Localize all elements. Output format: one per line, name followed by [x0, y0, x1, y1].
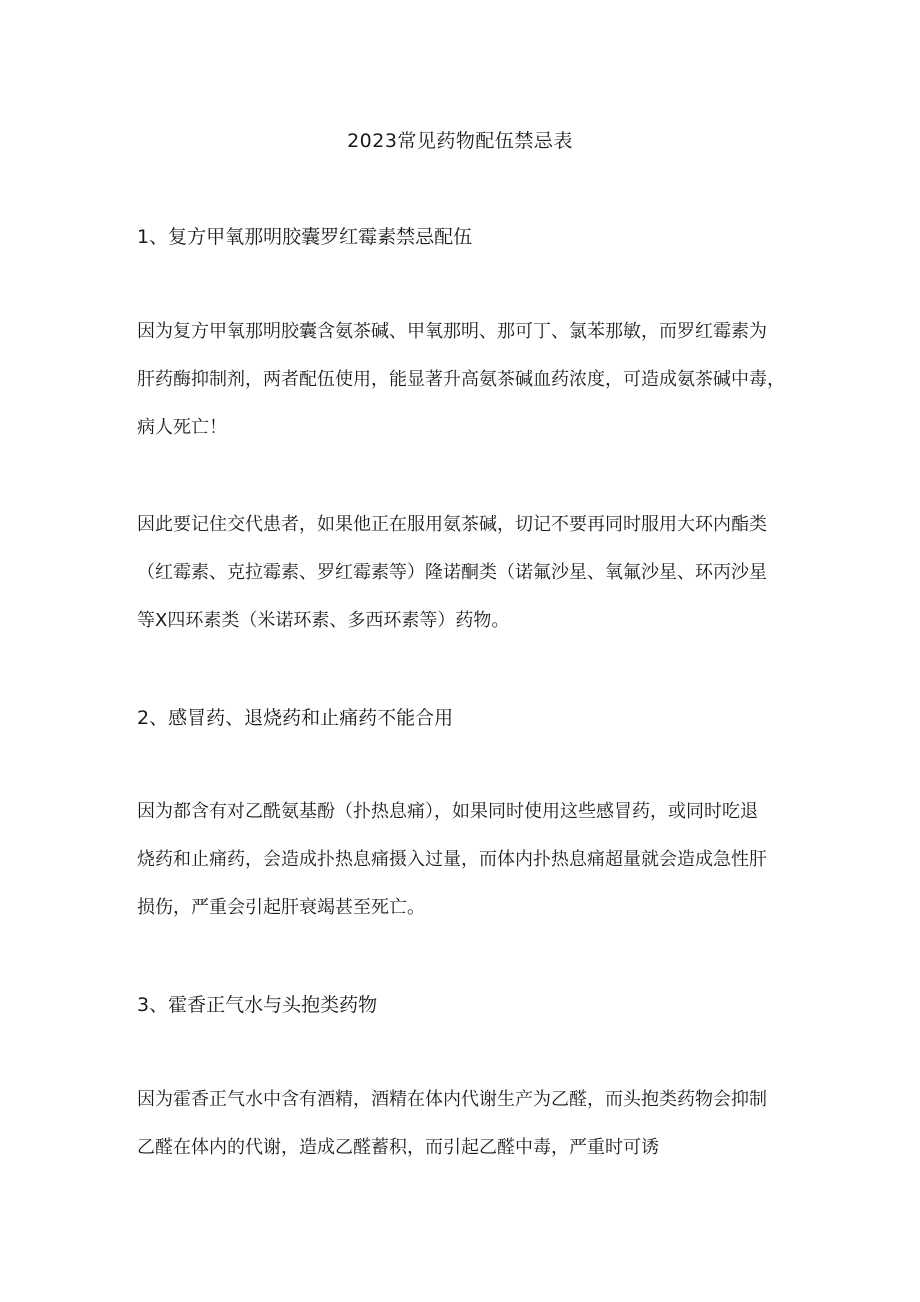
paragraph-line: 因为霍香正气水中含有酒精，酒精在体内代谢生产为乙醛，而头抱类药物会抑制: [137, 1089, 767, 1110]
paragraph-line: 因此要记住交代患者，如果他正在服用氨茶碱，切记不要再同时服用大环内酯类: [137, 514, 767, 535]
paragraph-line: 等X四环素类（米诺环素、多西环素等）药物。: [137, 610, 510, 631]
section-3-heading: 3、霍香正气水与头抱类药物: [137, 994, 378, 1016]
paragraph-line: 因为都含有对乙酰氨基酚（扑热息痛），如果同时使用这些感冒药，或同时吃退: [137, 801, 758, 822]
section-3-paragraph-1: [137, 1076, 797, 1172]
section-1-heading: 1、复方甲氧那明胶囊罗红霉素禁忌配伍: [137, 226, 473, 248]
paragraph-line: 病人死亡！: [137, 417, 227, 438]
section-1-paragraph-2: [137, 501, 797, 645]
section-1-paragraph-1: [137, 308, 797, 452]
section-2-paragraph-1: [137, 788, 797, 932]
paragraph-line: 损伤，严重会引起肝衰竭甚至死亡。: [137, 897, 425, 918]
paragraph-line: 乙醛在体内的代谢，造成乙醛蓄积，而引起乙醛中毒，严重时可诱: [137, 1137, 659, 1158]
paragraph-line: 肝药酶抑制剂，两者配伍使用，能显著升高氨茶碱血药浓度，可造成氨茶碱中毒，: [137, 369, 785, 390]
document-title: 2023常见药物配伍禁忌表: [347, 130, 573, 152]
paragraph-line: （红霉素、克拉霉素、罗红霉素等）隆诺酮类（诺氟沙星、氧氟沙星、环丙沙星: [137, 562, 767, 583]
section-2-heading: 2、感冒药、退烧药和止痛药不能合用: [137, 707, 454, 729]
paragraph-line: 因为复方甲氧那明胶囊含氨茶碱、甲氧那明、那可丁、氯苯那敏，而罗红霉素为: [137, 321, 767, 342]
paragraph-line: 烧药和止痛药，会造成扑热息痛摄入过量，而体内扑热息痛超量就会造成急性肝: [137, 849, 767, 870]
